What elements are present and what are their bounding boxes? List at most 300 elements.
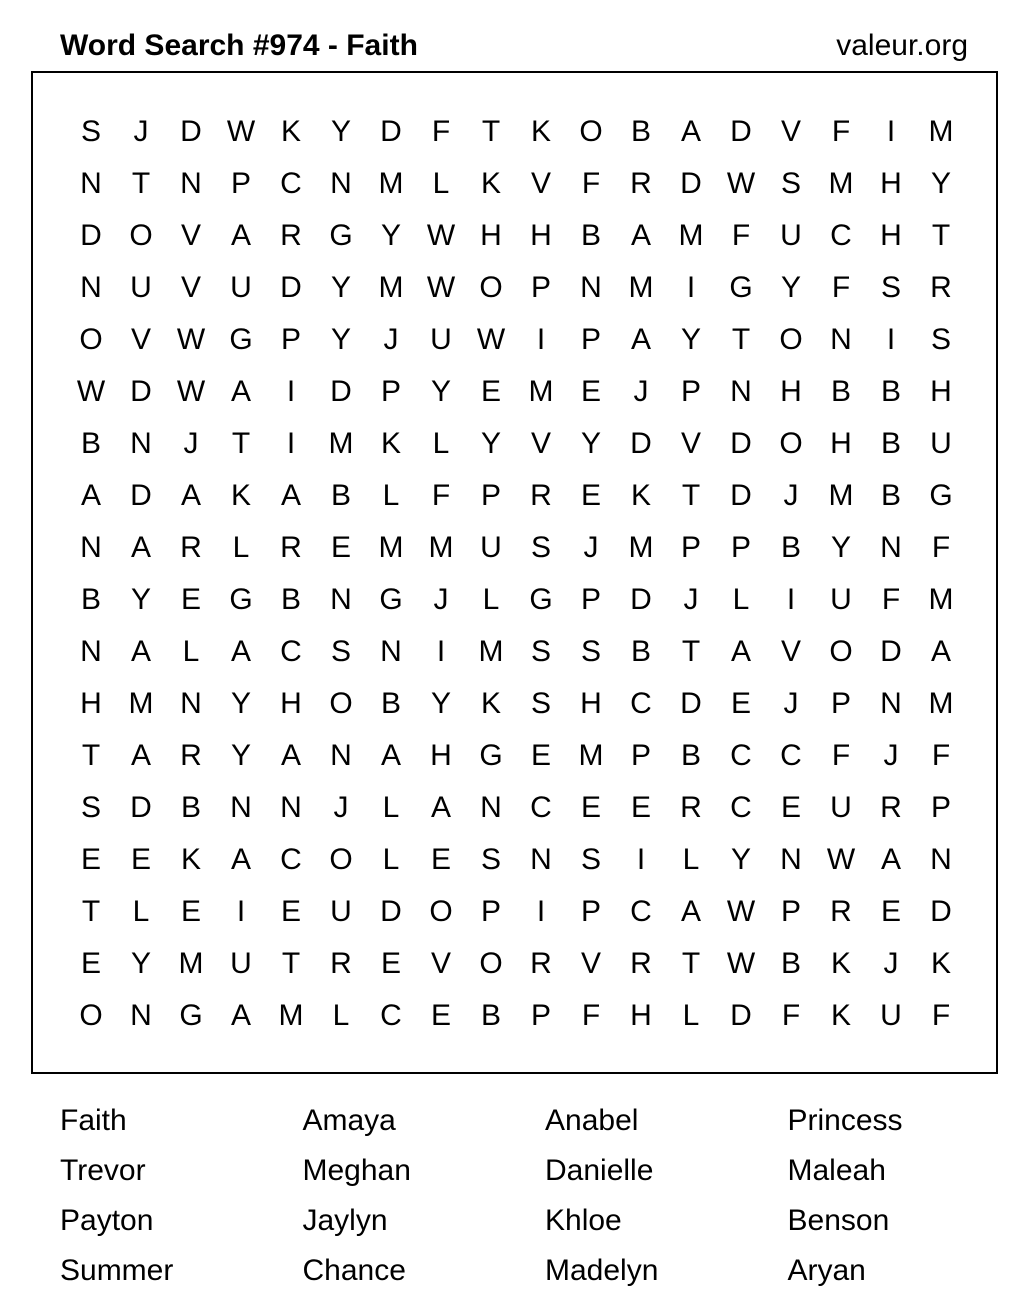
grid-letter-cell[interactable]: D bbox=[80, 219, 102, 252]
grid-letter-cell[interactable]: F bbox=[931, 531, 951, 564]
grid-letter-cell[interactable]: N bbox=[80, 635, 102, 668]
grid-letter-cell[interactable]: D bbox=[730, 427, 752, 460]
grid-letter-cell[interactable]: V bbox=[130, 323, 151, 356]
grid-letter-cell[interactable]: R bbox=[530, 479, 552, 512]
grid-letter-cell[interactable]: N bbox=[330, 167, 352, 200]
grid-letter-cell[interactable]: V bbox=[430, 947, 451, 980]
grid-letter-cell[interactable]: E bbox=[280, 895, 301, 928]
grid-letter-cell[interactable]: O bbox=[479, 947, 503, 980]
grid-letter-cell[interactable]: N bbox=[830, 323, 852, 356]
grid-letter-cell[interactable]: G bbox=[479, 739, 503, 772]
grid-letter-cell[interactable]: G bbox=[229, 323, 253, 356]
grid-letter-cell[interactable]: Y bbox=[830, 531, 851, 564]
grid-letter-cell[interactable]: O bbox=[779, 427, 803, 460]
grid-letter-cell[interactable]: B bbox=[480, 999, 501, 1032]
grid-letter-cell[interactable]: W bbox=[176, 375, 206, 408]
grid-letter-cell[interactable]: O bbox=[79, 323, 103, 356]
grid-letter-cell[interactable]: P bbox=[580, 323, 601, 356]
grid-letter-cell[interactable]: W bbox=[426, 271, 456, 304]
grid-letter-cell[interactable]: Y bbox=[430, 375, 451, 408]
grid-letter-cell[interactable]: L bbox=[382, 843, 400, 876]
grid-letter-cell[interactable]: Y bbox=[130, 947, 151, 980]
grid-letter-cell[interactable]: B bbox=[280, 583, 301, 616]
grid-letter-cell[interactable]: B bbox=[630, 635, 651, 668]
grid-letter-cell[interactable]: N bbox=[580, 271, 602, 304]
grid-letter-cell[interactable]: P bbox=[730, 531, 751, 564]
grid-letter-cell[interactable]: Y bbox=[730, 843, 751, 876]
grid-letter-cell[interactable]: D bbox=[730, 479, 752, 512]
grid-letter-cell[interactable]: S bbox=[580, 635, 601, 668]
grid-letter-cell[interactable]: S bbox=[480, 843, 501, 876]
grid-letter-cell[interactable]: W bbox=[826, 843, 856, 876]
grid-letter-cell[interactable]: E bbox=[630, 791, 651, 824]
grid-letter-cell[interactable]: I bbox=[886, 115, 896, 148]
grid-letter-cell[interactable]: K bbox=[230, 479, 251, 512]
grid-letter-cell[interactable]: V bbox=[180, 219, 201, 252]
grid-letter-cell[interactable]: D bbox=[180, 115, 202, 148]
grid-letter-cell[interactable]: L bbox=[432, 167, 450, 200]
grid-letter-cell[interactable]: N bbox=[330, 739, 352, 772]
grid-letter-cell[interactable]: V bbox=[680, 427, 701, 460]
grid-letter-cell[interactable]: B bbox=[380, 687, 401, 720]
grid-letter-cell[interactable]: G bbox=[329, 219, 353, 252]
grid-letter-cell[interactable]: P bbox=[530, 271, 551, 304]
grid-letter-cell[interactable]: E bbox=[580, 375, 601, 408]
grid-letter-cell[interactable]: U bbox=[780, 219, 802, 252]
grid-letter-cell[interactable]: O bbox=[579, 115, 603, 148]
grid-letter-cell[interactable]: D bbox=[380, 115, 402, 148]
grid-letter-cell[interactable]: D bbox=[730, 115, 752, 148]
grid-letter-cell[interactable]: I bbox=[236, 895, 246, 928]
grid-letter-cell[interactable]: P bbox=[680, 531, 701, 564]
grid-letter-cell[interactable]: L bbox=[332, 999, 350, 1032]
grid-letter-cell[interactable]: C bbox=[730, 791, 752, 824]
grid-letter-cell[interactable]: L bbox=[432, 427, 450, 460]
grid-letter-cell[interactable]: F bbox=[881, 583, 901, 616]
grid-letter-cell[interactable]: N bbox=[930, 843, 952, 876]
grid-letter-cell[interactable]: T bbox=[281, 947, 301, 980]
grid-letter-cell[interactable]: G bbox=[729, 271, 753, 304]
grid-letter-cell[interactable]: Y bbox=[130, 583, 151, 616]
grid-letter-cell[interactable]: F bbox=[831, 115, 851, 148]
grid-letter-cell[interactable]: U bbox=[230, 947, 252, 980]
grid-letter-cell[interactable]: N bbox=[530, 843, 552, 876]
grid-letter-cell[interactable]: Y bbox=[380, 219, 401, 252]
grid-letter-cell[interactable]: L bbox=[182, 635, 200, 668]
grid-letter-cell[interactable]: V bbox=[180, 271, 201, 304]
grid-letter-cell[interactable]: D bbox=[930, 895, 952, 928]
grid-letter-cell[interactable]: W bbox=[426, 219, 456, 252]
grid-letter-cell[interactable]: W bbox=[76, 375, 106, 408]
grid-letter-cell[interactable]: P bbox=[630, 739, 651, 772]
grid-letter-cell[interactable]: B bbox=[630, 115, 651, 148]
grid-letter-cell[interactable]: F bbox=[781, 999, 801, 1032]
grid-letter-cell[interactable]: N bbox=[180, 167, 202, 200]
grid-letter-cell[interactable]: E bbox=[580, 479, 601, 512]
grid-letter-cell[interactable]: E bbox=[380, 947, 401, 980]
grid-letter-cell[interactable]: T bbox=[681, 635, 701, 668]
grid-letter-cell[interactable]: I bbox=[536, 323, 546, 356]
grid-letter-cell[interactable]: M bbox=[278, 999, 304, 1032]
grid-letter-cell[interactable]: J bbox=[783, 687, 799, 720]
grid-letter-cell[interactable]: G bbox=[179, 999, 203, 1032]
grid-letter-cell[interactable]: E bbox=[80, 843, 101, 876]
grid-letter-cell[interactable]: S bbox=[880, 271, 901, 304]
grid-letter-cell[interactable]: J bbox=[633, 375, 649, 408]
grid-letter-cell[interactable]: E bbox=[530, 739, 551, 772]
grid-letter-cell[interactable]: J bbox=[183, 427, 199, 460]
grid-letter-cell[interactable]: U bbox=[230, 271, 252, 304]
grid-letter-cell[interactable]: F bbox=[931, 739, 951, 772]
grid-letter-cell[interactable]: W bbox=[726, 895, 756, 928]
grid-letter-cell[interactable]: M bbox=[378, 531, 404, 564]
grid-letter-cell[interactable]: O bbox=[829, 635, 853, 668]
grid-letter-cell[interactable]: J bbox=[883, 739, 899, 772]
grid-letter-cell[interactable]: A bbox=[80, 479, 101, 512]
grid-letter-cell[interactable]: M bbox=[178, 947, 204, 980]
grid-letter-cell[interactable]: N bbox=[130, 999, 152, 1032]
grid-letter-cell[interactable]: B bbox=[880, 427, 901, 460]
grid-letter-cell[interactable]: J bbox=[883, 947, 899, 980]
grid-letter-cell[interactable]: M bbox=[578, 739, 604, 772]
grid-letter-cell[interactable]: N bbox=[880, 687, 902, 720]
grid-letter-cell[interactable]: L bbox=[382, 791, 400, 824]
grid-letter-cell[interactable]: B bbox=[80, 427, 101, 460]
grid-letter-cell[interactable]: Y bbox=[330, 271, 351, 304]
grid-letter-cell[interactable]: M bbox=[378, 271, 404, 304]
grid-letter-cell[interactable]: D bbox=[680, 167, 702, 200]
grid-letter-cell[interactable]: S bbox=[330, 635, 351, 668]
grid-letter-cell[interactable]: H bbox=[280, 687, 302, 720]
grid-letter-cell[interactable]: U bbox=[880, 999, 902, 1032]
grid-letter-cell[interactable]: B bbox=[830, 375, 851, 408]
grid-letter-cell[interactable]: R bbox=[280, 219, 302, 252]
grid-letter-cell[interactable]: R bbox=[530, 947, 552, 980]
grid-letter-cell[interactable]: R bbox=[330, 947, 352, 980]
grid-letter-cell[interactable]: P bbox=[230, 167, 251, 200]
grid-letter-cell[interactable]: L bbox=[382, 479, 400, 512]
grid-letter-cell[interactable]: R bbox=[880, 791, 902, 824]
grid-letter-cell[interactable]: F bbox=[581, 999, 601, 1032]
grid-letter-cell[interactable]: Y bbox=[230, 687, 251, 720]
grid-letter-cell[interactable]: R bbox=[680, 791, 702, 824]
grid-letter-cell[interactable]: W bbox=[726, 947, 756, 980]
grid-letter-cell[interactable]: F bbox=[431, 479, 451, 512]
grid-letter-cell[interactable]: A bbox=[680, 895, 701, 928]
grid-letter-cell[interactable]: E bbox=[580, 791, 601, 824]
grid-letter-cell[interactable]: Y bbox=[230, 739, 251, 772]
grid-letter-cell[interactable]: T bbox=[131, 167, 151, 200]
grid-letter-cell[interactable]: L bbox=[132, 895, 150, 928]
grid-letter-cell[interactable]: E bbox=[430, 843, 451, 876]
grid-letter-cell[interactable]: H bbox=[80, 687, 102, 720]
grid-letter-cell[interactable]: P bbox=[530, 999, 551, 1032]
grid-letter-cell[interactable]: E bbox=[180, 895, 201, 928]
grid-letter-cell[interactable]: K bbox=[480, 687, 501, 720]
grid-letter-cell[interactable]: Y bbox=[430, 687, 451, 720]
grid-letter-cell[interactable]: I bbox=[436, 635, 446, 668]
grid-letter-cell[interactable]: F bbox=[581, 167, 601, 200]
grid-letter-cell[interactable]: E bbox=[780, 791, 801, 824]
grid-letter-cell[interactable]: A bbox=[180, 479, 201, 512]
grid-letter-cell[interactable]: J bbox=[783, 479, 799, 512]
grid-letter-cell[interactable]: U bbox=[130, 271, 152, 304]
grid-letter-cell[interactable]: S bbox=[530, 531, 551, 564]
grid-letter-cell[interactable]: M bbox=[478, 635, 504, 668]
grid-letter-cell[interactable]: D bbox=[730, 999, 752, 1032]
grid-letter-cell[interactable]: R bbox=[280, 531, 302, 564]
grid-letter-cell[interactable]: N bbox=[280, 791, 302, 824]
grid-letter-cell[interactable]: N bbox=[780, 843, 802, 876]
grid-letter-cell[interactable]: V bbox=[780, 635, 801, 668]
grid-letter-cell[interactable]: E bbox=[80, 947, 101, 980]
grid-letter-cell[interactable]: H bbox=[530, 219, 552, 252]
grid-letter-cell[interactable]: U bbox=[930, 427, 952, 460]
grid-letter-cell[interactable]: V bbox=[580, 947, 601, 980]
grid-letter-cell[interactable]: Y bbox=[480, 427, 501, 460]
grid-letter-cell[interactable]: I bbox=[686, 271, 696, 304]
grid-letter-cell[interactable]: A bbox=[430, 791, 451, 824]
grid-letter-cell[interactable]: J bbox=[133, 115, 149, 148]
grid-letter-cell[interactable]: Y bbox=[330, 323, 351, 356]
grid-letter-cell[interactable]: A bbox=[680, 115, 701, 148]
grid-letter-cell[interactable]: C bbox=[830, 219, 852, 252]
grid-letter-cell[interactable]: H bbox=[780, 375, 802, 408]
grid-letter-cell[interactable]: F bbox=[431, 115, 451, 148]
grid-letter-cell[interactable]: R bbox=[830, 895, 852, 928]
grid-letter-cell[interactable]: S bbox=[780, 167, 801, 200]
grid-letter-cell[interactable]: M bbox=[528, 375, 554, 408]
grid-letter-cell[interactable]: A bbox=[230, 375, 251, 408]
grid-letter-cell[interactable]: I bbox=[636, 843, 646, 876]
grid-letter-cell[interactable]: J bbox=[383, 323, 399, 356]
grid-letter-cell[interactable]: P bbox=[480, 895, 501, 928]
grid-letter-cell[interactable]: O bbox=[779, 323, 803, 356]
grid-letter-cell[interactable]: T bbox=[681, 479, 701, 512]
grid-letter-cell[interactable]: D bbox=[130, 375, 152, 408]
grid-letter-cell[interactable]: M bbox=[678, 219, 704, 252]
grid-letter-cell[interactable]: A bbox=[280, 739, 301, 772]
grid-letter-cell[interactable]: K bbox=[830, 999, 851, 1032]
grid-letter-cell[interactable]: A bbox=[930, 635, 951, 668]
grid-letter-cell[interactable]: C bbox=[780, 739, 802, 772]
grid-letter-cell[interactable]: W bbox=[476, 323, 506, 356]
grid-letter-cell[interactable]: A bbox=[130, 739, 151, 772]
grid-letter-cell[interactable]: S bbox=[530, 687, 551, 720]
grid-letter-cell[interactable]: G bbox=[379, 583, 403, 616]
grid-letter-cell[interactable]: G bbox=[229, 583, 253, 616]
grid-letter-cell[interactable]: T bbox=[481, 115, 501, 148]
grid-letter-cell[interactable]: L bbox=[682, 999, 700, 1032]
grid-letter-cell[interactable]: P bbox=[580, 583, 601, 616]
grid-letter-cell[interactable]: R bbox=[180, 531, 202, 564]
grid-letter-cell[interactable]: P bbox=[680, 375, 701, 408]
grid-letter-cell[interactable]: F bbox=[731, 219, 751, 252]
grid-letter-cell[interactable]: V bbox=[530, 427, 551, 460]
grid-letter-cell[interactable]: N bbox=[80, 531, 102, 564]
grid-letter-cell[interactable]: B bbox=[880, 479, 901, 512]
grid-letter-cell[interactable]: N bbox=[730, 375, 752, 408]
grid-letter-cell[interactable]: A bbox=[880, 843, 901, 876]
grid-letter-cell[interactable]: U bbox=[830, 791, 852, 824]
grid-letter-cell[interactable]: D bbox=[630, 583, 652, 616]
grid-letter-cell[interactable]: K bbox=[830, 947, 851, 980]
grid-letter-cell[interactable]: E bbox=[730, 687, 751, 720]
grid-letter-cell[interactable]: J bbox=[333, 791, 349, 824]
grid-letter-cell[interactable]: R bbox=[180, 739, 202, 772]
grid-letter-cell[interactable]: A bbox=[130, 635, 151, 668]
grid-letter-cell[interactable]: F bbox=[931, 999, 951, 1032]
grid-letter-cell[interactable]: V bbox=[780, 115, 801, 148]
grid-letter-cell[interactable]: B bbox=[180, 791, 201, 824]
grid-letter-cell[interactable]: J bbox=[683, 583, 699, 616]
grid-letter-cell[interactable]: D bbox=[280, 271, 302, 304]
grid-letter-cell[interactable]: M bbox=[328, 427, 354, 460]
grid-letter-cell[interactable]: P bbox=[480, 479, 501, 512]
grid-letter-cell[interactable]: B bbox=[880, 375, 901, 408]
grid-letter-cell[interactable]: O bbox=[79, 999, 103, 1032]
grid-letter-cell[interactable]: P bbox=[930, 791, 951, 824]
grid-letter-cell[interactable]: S bbox=[80, 791, 101, 824]
grid-letter-cell[interactable]: K bbox=[380, 427, 401, 460]
grid-letter-cell[interactable]: O bbox=[329, 843, 353, 876]
grid-letter-cell[interactable]: G bbox=[529, 583, 553, 616]
grid-letter-cell[interactable]: E bbox=[180, 583, 201, 616]
grid-letter-cell[interactable]: S bbox=[80, 115, 101, 148]
grid-letter-cell[interactable]: I bbox=[886, 323, 896, 356]
grid-letter-cell[interactable]: M bbox=[828, 167, 854, 200]
grid-letter-cell[interactable]: R bbox=[630, 947, 652, 980]
grid-letter-cell[interactable]: L bbox=[482, 583, 500, 616]
grid-letter-cell[interactable]: K bbox=[930, 947, 951, 980]
grid-letter-cell[interactable]: T bbox=[81, 895, 101, 928]
grid-letter-cell[interactable]: U bbox=[480, 531, 502, 564]
grid-letter-cell[interactable]: A bbox=[630, 219, 651, 252]
grid-letter-cell[interactable]: L bbox=[232, 531, 250, 564]
grid-letter-cell[interactable]: P bbox=[580, 895, 601, 928]
grid-letter-cell[interactable]: T bbox=[931, 219, 951, 252]
grid-letter-cell[interactable]: S bbox=[930, 323, 951, 356]
grid-letter-cell[interactable]: D bbox=[630, 427, 652, 460]
grid-letter-cell[interactable]: K bbox=[280, 115, 301, 148]
grid-letter-cell[interactable]: E bbox=[330, 531, 351, 564]
grid-letter-cell[interactable]: M bbox=[378, 167, 404, 200]
grid-letter-cell[interactable]: N bbox=[330, 583, 352, 616]
grid-letter-cell[interactable]: R bbox=[930, 271, 952, 304]
grid-letter-cell[interactable]: M bbox=[828, 479, 854, 512]
grid-letter-cell[interactable]: I bbox=[286, 375, 296, 408]
grid-letter-cell[interactable]: F bbox=[831, 739, 851, 772]
grid-letter-cell[interactable]: N bbox=[480, 791, 502, 824]
grid-letter-cell[interactable]: D bbox=[130, 791, 152, 824]
grid-letter-cell[interactable]: D bbox=[330, 375, 352, 408]
grid-letter-cell[interactable]: W bbox=[176, 323, 206, 356]
grid-letter-cell[interactable]: N bbox=[130, 427, 152, 460]
grid-letter-cell[interactable]: H bbox=[830, 427, 852, 460]
grid-letter-cell[interactable]: H bbox=[480, 219, 502, 252]
grid-letter-cell[interactable]: M bbox=[628, 531, 654, 564]
grid-letter-cell[interactable]: D bbox=[880, 635, 902, 668]
grid-letter-cell[interactable]: H bbox=[880, 219, 902, 252]
grid-letter-cell[interactable]: J bbox=[433, 583, 449, 616]
grid-letter-cell[interactable]: O bbox=[479, 271, 503, 304]
grid-letter-cell[interactable]: D bbox=[130, 479, 152, 512]
grid-letter-cell[interactable]: B bbox=[580, 219, 601, 252]
grid-letter-cell[interactable]: B bbox=[330, 479, 351, 512]
grid-letter-cell[interactable]: O bbox=[429, 895, 453, 928]
grid-letter-cell[interactable]: D bbox=[680, 687, 702, 720]
grid-letter-cell[interactable]: N bbox=[80, 271, 102, 304]
grid-letter-cell[interactable]: N bbox=[880, 531, 902, 564]
grid-letter-cell[interactable]: E bbox=[480, 375, 501, 408]
grid-letter-cell[interactable]: R bbox=[630, 167, 652, 200]
grid-letter-cell[interactable]: C bbox=[280, 167, 302, 200]
grid-letter-cell[interactable]: A bbox=[280, 479, 301, 512]
grid-letter-cell[interactable]: C bbox=[630, 895, 652, 928]
grid-letter-cell[interactable]: P bbox=[780, 895, 801, 928]
grid-letter-cell[interactable]: C bbox=[730, 739, 752, 772]
grid-letter-cell[interactable]: T bbox=[681, 947, 701, 980]
grid-letter-cell[interactable]: E bbox=[130, 843, 151, 876]
grid-letter-cell[interactable]: O bbox=[329, 687, 353, 720]
grid-letter-cell[interactable]: J bbox=[583, 531, 599, 564]
grid-letter-cell[interactable]: Y bbox=[780, 271, 801, 304]
grid-letter-cell[interactable]: H bbox=[630, 999, 652, 1032]
grid-letter-cell[interactable]: A bbox=[730, 635, 751, 668]
grid-letter-cell[interactable]: L bbox=[732, 583, 750, 616]
grid-letter-cell[interactable]: A bbox=[380, 739, 401, 772]
grid-letter-cell[interactable]: Y bbox=[330, 115, 351, 148]
grid-letter-cell[interactable]: B bbox=[680, 739, 701, 772]
grid-letter-cell[interactable]: I bbox=[536, 895, 546, 928]
grid-letter-cell[interactable]: I bbox=[786, 583, 796, 616]
grid-letter-cell[interactable]: S bbox=[530, 635, 551, 668]
grid-letter-cell[interactable]: U bbox=[830, 583, 852, 616]
grid-letter-cell[interactable]: E bbox=[430, 999, 451, 1032]
grid-letter-cell[interactable]: H bbox=[930, 375, 952, 408]
grid-letter-cell[interactable]: C bbox=[280, 843, 302, 876]
grid-letter-cell[interactable]: G bbox=[929, 479, 953, 512]
grid-letter-cell[interactable]: T bbox=[81, 739, 101, 772]
grid-letter-cell[interactable]: W bbox=[226, 115, 256, 148]
grid-letter-cell[interactable]: U bbox=[330, 895, 352, 928]
grid-letter-cell[interactable]: K bbox=[180, 843, 201, 876]
grid-letter-cell[interactable]: A bbox=[230, 843, 251, 876]
grid-letter-cell[interactable]: C bbox=[530, 791, 552, 824]
grid-letter-cell[interactable]: S bbox=[580, 843, 601, 876]
grid-letter-cell[interactable]: T bbox=[731, 323, 751, 356]
grid-letter-cell[interactable]: P bbox=[830, 687, 851, 720]
grid-letter-cell[interactable]: Y bbox=[930, 167, 951, 200]
grid-letter-cell[interactable]: K bbox=[630, 479, 651, 512]
grid-letter-cell[interactable]: M bbox=[928, 687, 954, 720]
grid-letter-cell[interactable]: F bbox=[831, 271, 851, 304]
grid-letter-cell[interactable]: U bbox=[430, 323, 452, 356]
grid-letter-cell[interactable]: B bbox=[80, 583, 101, 616]
grid-letter-cell[interactable]: H bbox=[580, 687, 602, 720]
grid-letter-cell[interactable]: B bbox=[780, 531, 801, 564]
grid-letter-cell[interactable]: M bbox=[928, 115, 954, 148]
grid-letter-cell[interactable]: N bbox=[80, 167, 102, 200]
site-link[interactable]: valeur.org bbox=[836, 29, 968, 62]
grid-letter-cell[interactable]: D bbox=[380, 895, 402, 928]
grid-letter-cell[interactable]: P bbox=[280, 323, 301, 356]
grid-letter-cell[interactable]: T bbox=[231, 427, 251, 460]
grid-letter-cell[interactable]: K bbox=[530, 115, 551, 148]
grid-letter-cell[interactable]: A bbox=[230, 219, 251, 252]
grid-letter-cell[interactable]: E bbox=[880, 895, 901, 928]
grid-letter-cell[interactable]: W bbox=[726, 167, 756, 200]
